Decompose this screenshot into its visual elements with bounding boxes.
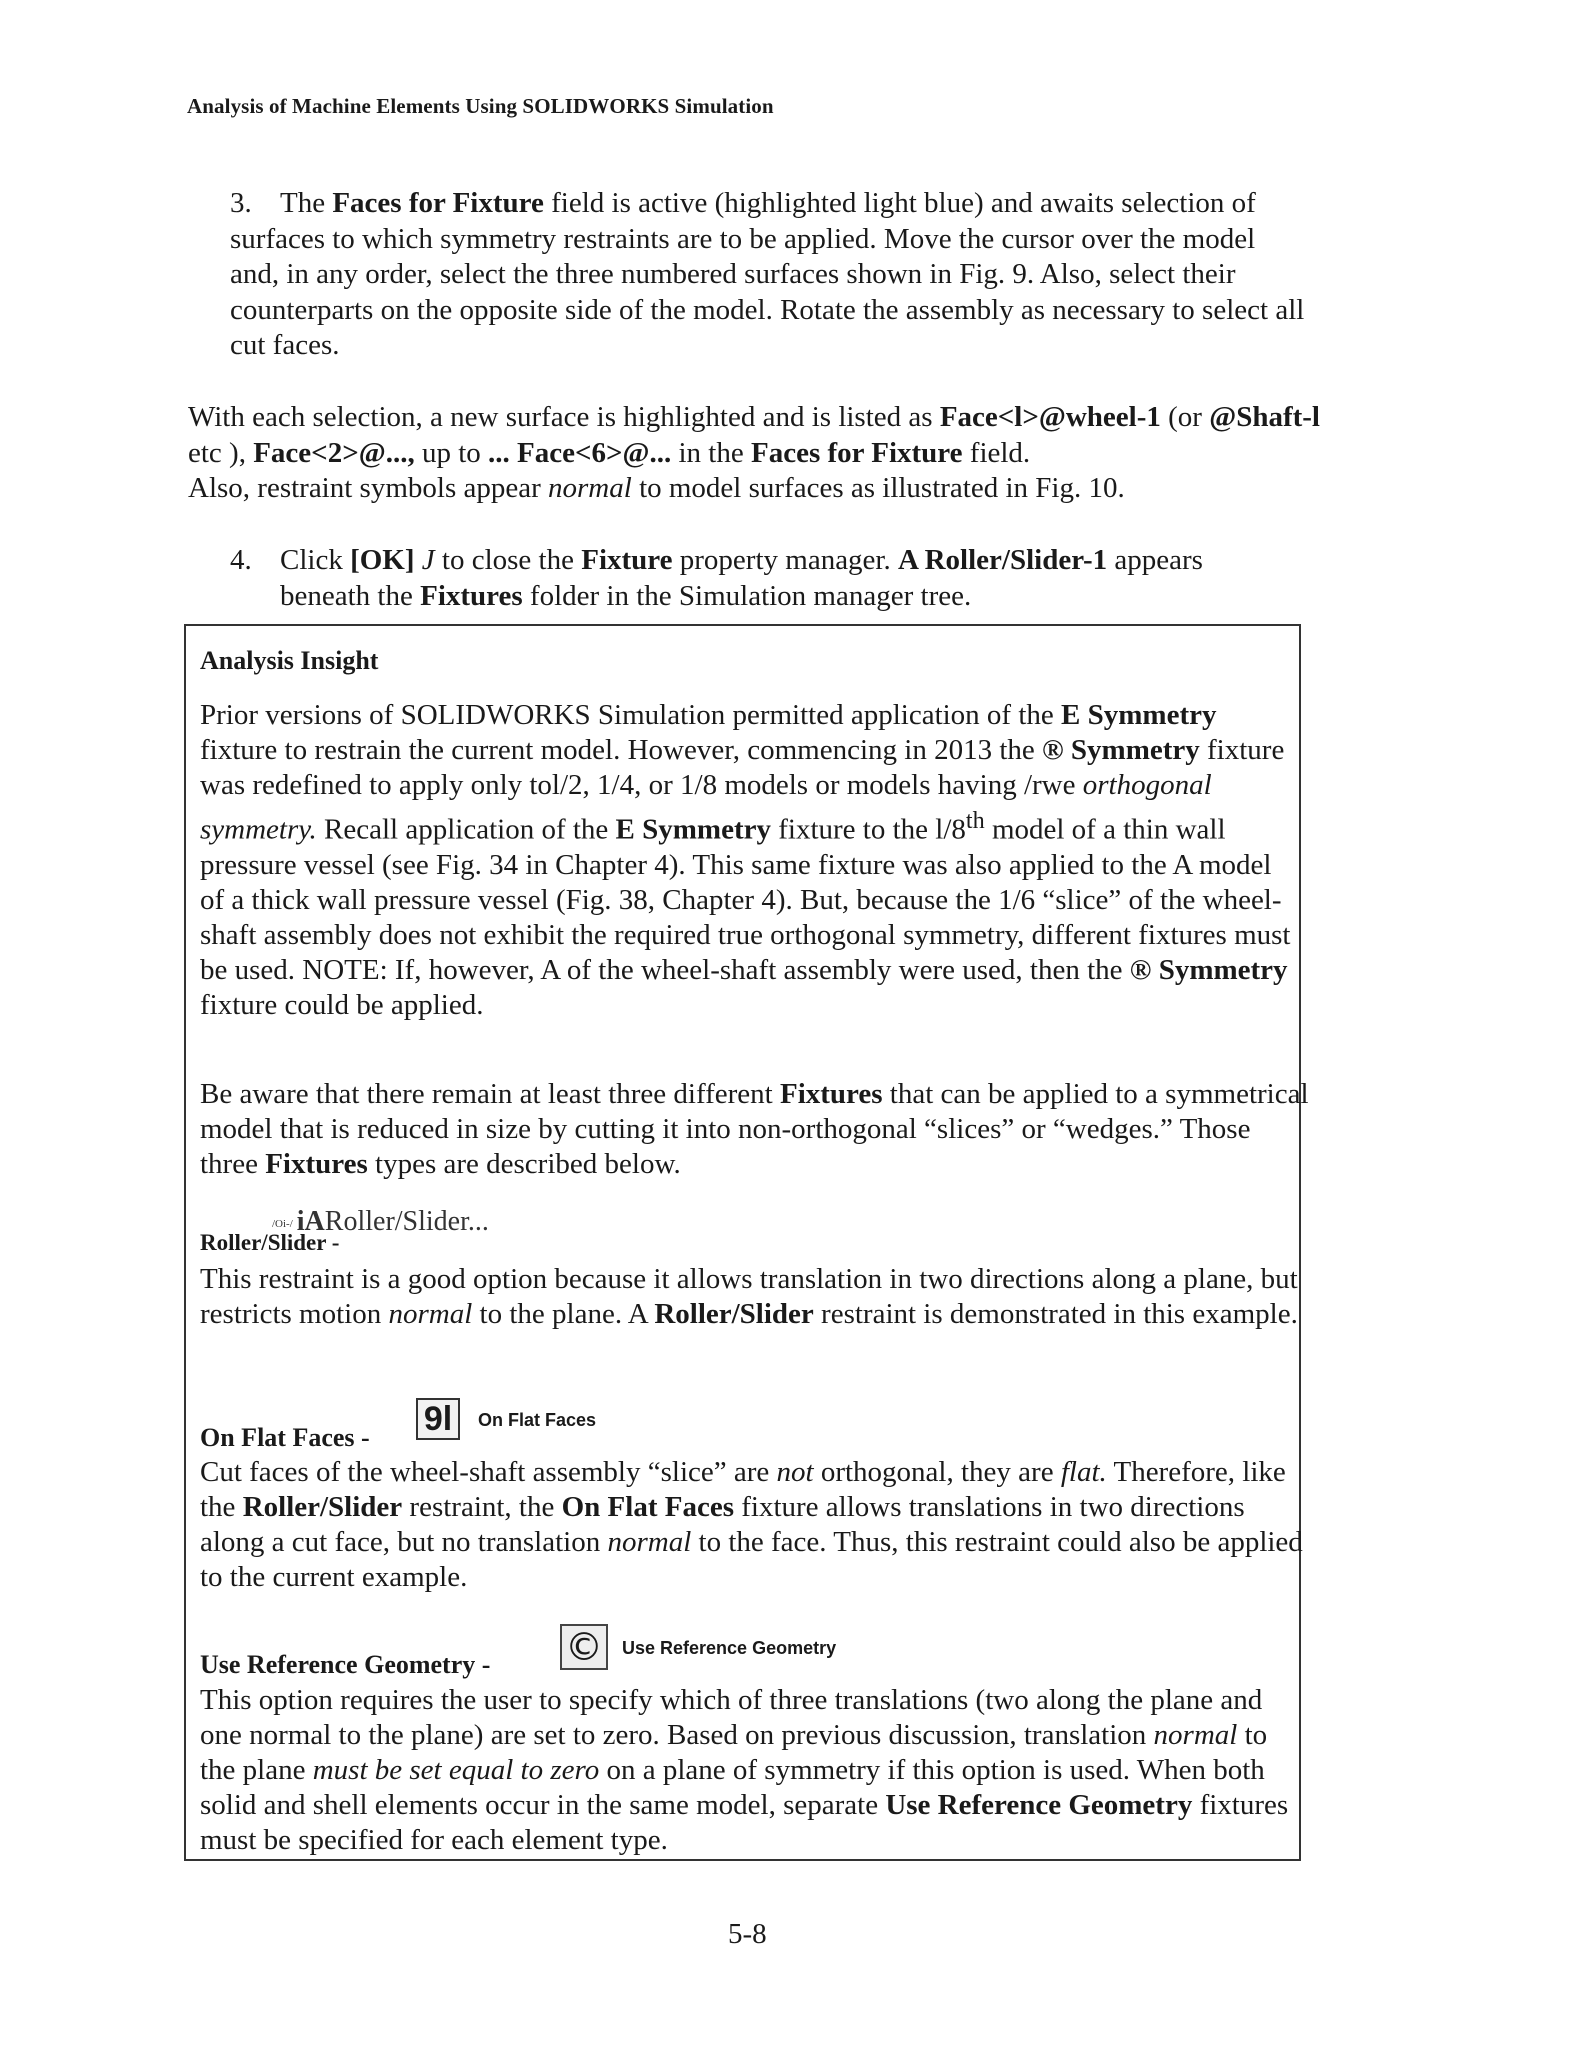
bold-term: Faces for Fixture [332, 187, 544, 219]
insight-paragraph-1: Prior versions of SOLIDWORKS Simulation permitted application of the E Symmetry fixture to restrain the current model. However, commencing in 2013 the ® Symmetry fixture was redefined to apply only tol/2, 1/4, or 1/8 models or models having /rwe orthogonal symmetry. Recall application of the E Symmetry fixture to the l/8th model of a thin wall pressure vessel (see Fig. 34 in Chapter 4). This same fixture was also applied to the A model of a thick wall pressure vessel (Fig. 38, Chapter 4). But, because the 1/6 “slice” of the wheel-shaft assembly does not exhibit the required true orthogonal symmetry, different fixtures must be used. NOTE: If, however, A of the wheel-shaft assembly were used, then the ® Symmetry fixture could be applied. [200, 699, 1291, 1021]
roller-slider-description: This restraint is a good option because it allows translation in two directions along a plane, but restricts motion normal to the plane. A Roller/Slider restraint is demonstrated in this example. [200, 1263, 1298, 1330]
use-reference-geometry-description: This option requires the user to specify which of three translations (two along the plane and one normal to the plane) are set to zero. Based on previous discussion, translation normal to the plane must be set equal to zero on a plane of symmetry if this option is used. When both solid and shell elements occur in the same model, separate Use Reference Geometry fixtures must be specified for each element type. [200, 1684, 1289, 1856]
on-flat-faces-label: On Flat Faces [478, 1410, 597, 1430]
step-3: 3. The Faces for Fixture field is active (highlighted light blue) and awaits selection of surfaces to which symmetry restraints are to be applied. Move the cursor over the model and, in any order, select the three numbered surfaces shown in Fig. 9. Also, select their counterparts on the opposite side of the model. Rotate the assembly as necessary to select all cut faces. [230, 187, 1305, 361]
page-number: 5-8 [728, 1918, 767, 1950]
roller-slider-menu-item: /Oi-/ iARoller/Slider... [272, 1206, 489, 1237]
running-header: Analysis of Machine Elements Using SOLIDWORKS Simulation [187, 94, 774, 118]
on-flat-faces-icon: 9l [416, 1398, 460, 1440]
step-number: 4. [230, 544, 252, 576]
roller-slider-heading: Roller/Slider - [200, 1230, 340, 1255]
insight-title: Analysis Insight [200, 646, 379, 675]
step-number: 3. [230, 187, 252, 219]
on-flat-faces-description: Cut faces of the wheel-shaft assembly “slice” are not orthogonal, they are flat. Therefore, like the Roller/Slider restraint, the On Flat Faces fixture allows translations in two directions along a cut face, but no translation normal to the face. Thus, this restraint could also be applied to the current example. [200, 1456, 1303, 1593]
use-reference-geometry-heading: Use Reference Geometry - [200, 1650, 491, 1679]
step-4: 4. Click [OK] J to close the Fixture property manager. A Roller/Slider-1 appears beneath the Fixtures folder in the Simulation manager tree. [230, 544, 1203, 612]
insight-paragraph-2: Be aware that there remain at least three different Fixtures that can be applied to a symmetrical model that is reduced in size by cutting it into non-orthogonal “slices” or “wedges.” Those three Fixtures types are described below. [200, 1078, 1309, 1180]
symmetry-term: ® Symmetry [1042, 734, 1200, 766]
symmetry-term: ® Symmetry [1129, 953, 1288, 986]
selection-paragraph: With each selection, a new surface is highlighted and is listed as Face<l>@wheel-1 (or @Shaft-l etc ), Face<2>@..., up to ... Face<6>@... in the Faces for Fixture field. Also, restraint symbols appear normal to model surfaces as illustrated in Fig. 10. [188, 401, 1320, 504]
on-flat-faces-heading: On Flat Faces - [200, 1423, 370, 1452]
use-reference-geometry-label: Use Reference Geometry [622, 1638, 837, 1658]
reference-geometry-icon: © [560, 1624, 608, 1670]
